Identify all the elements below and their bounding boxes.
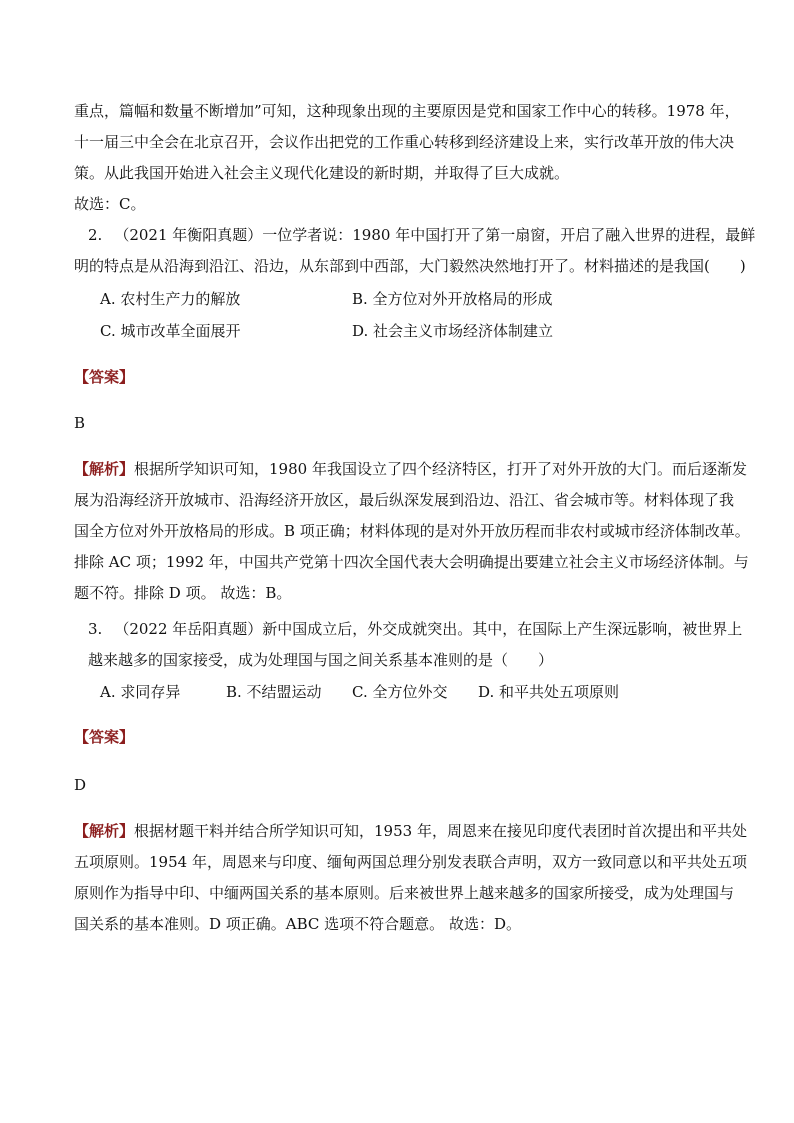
- question-3-stem: [88, 614, 742, 645]
- question-2-option-c: C. 城市改革全面展开: [100, 322, 241, 340]
- intro-line: 十一届三中全会在北京召开，会议作出把党的工作重心转移到经济建设上来，实行改革开放的伟大决: [74, 133, 735, 151]
- question-3-stem-cont: 越来越多的国家接受，成为处理国与国之间关系基本准则的是（ ）: [88, 651, 554, 669]
- question-2-analysis-label: 【解析】: [74, 460, 135, 478]
- question-2-stem-cont: 明的特点是从沿海到沿江、沿边，从东部到中西部，大门毅然决然地打开了。材料描述的是我国( ): [74, 257, 746, 275]
- analysis-line: 根据材题干料并结合所学知识可知，1953 年，周恩来在接见印度代表团时首次提出和平共处: [134, 822, 747, 840]
- analysis-line: 展为沿海经济开放城市、沿海经济开放区，最后纵深发展到沿边、沿江、省会城市等。材料体现了我: [74, 491, 735, 509]
- analysis-line: 国全方位对外开放格局的形成。B 项正确；材料体现的是对外开放历程而非农村或城市经济体制改革。: [74, 522, 750, 540]
- question-3-line: （2022 年岳阳真题）新中国成立后，外交成就突出。其中，在国际上产生深远影响，被世界上: [114, 620, 743, 638]
- intro-paragraph: [74, 96, 740, 220]
- intro-line: 重点，篇幅和数量不断增加”可知，这种现象出现的主要原因是党和国家工作中心的转移。1978 年，: [74, 102, 740, 120]
- question-2-line: （2021 年衡阳真题）一位学者说：1980 年中国打开了第一扇窗，开启了融入世界的进程，最鲜: [114, 226, 756, 244]
- analysis-line: 原则作为指导中印、中缅两国关系的基本原则。后来被世界上越来越多的国家所接受，成为处理国与: [74, 884, 735, 902]
- analysis-line: 排除 AC 项；1992 年，中国共产党第十四次全国代表大会明确提出要建立社会主义市场经济体制。与: [74, 553, 749, 571]
- question-3-option-c: C. 全方位外交: [352, 683, 448, 701]
- question-3-analysis-label: 【解析】: [74, 822, 135, 840]
- question-2-option-a: A. 农村生产力的解放: [100, 290, 241, 308]
- question-2-number: 2.: [88, 226, 103, 244]
- question-3-answer-label: 【答案】: [74, 728, 135, 746]
- question-2-stem: [88, 220, 755, 251]
- question-2-option-d: D. 社会主义市场经济体制建立: [352, 322, 554, 340]
- intro-line: 策。从此我国开始进入社会主义现代化建设的新时期，并取得了巨大成就。: [74, 164, 570, 182]
- question-3-option-d: D. 和平共处五项原则: [478, 683, 620, 701]
- analysis-line: 根据所学知识可知，1980 年我国设立了四个经济特区，打开了对外开放的大门。而后逐渐发: [134, 460, 747, 478]
- question-2-analysis: [74, 454, 750, 609]
- question-3-number: 3.: [88, 620, 103, 638]
- question-2-answer-label: 【答案】: [74, 368, 135, 386]
- question-2-option-b: B. 全方位对外开放格局的形成: [352, 290, 553, 308]
- analysis-line: 题不符。排除 D 项。 故选：B。: [74, 584, 292, 602]
- question-3-analysis: [74, 816, 747, 940]
- analysis-line: 国关系的基本准则。D 项正确。ABC 选项不符合题意。 故选：D。: [74, 915, 521, 933]
- question-3-option-b: B. 不结盟运动: [226, 683, 322, 701]
- analysis-line: 五项原则。1954 年，周恩来与印度、缅甸两国总理分别发表联合声明，双方一致同意以和平共处五项: [74, 853, 747, 871]
- question-2-answer: B: [74, 414, 86, 432]
- question-3-answer: D: [74, 776, 87, 794]
- intro-conclusion: 故选：C。: [74, 195, 146, 213]
- question-3-option-a: A. 求同存异: [100, 683, 181, 701]
